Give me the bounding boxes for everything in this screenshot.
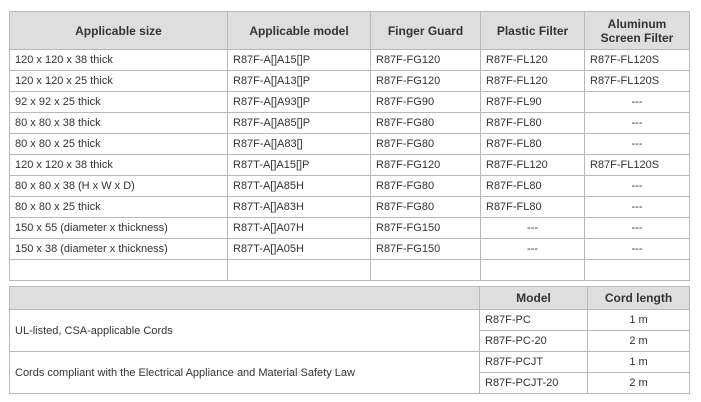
cell-aluminum-filter: R87F-FL120S: [585, 71, 690, 92]
table-row: [10, 218, 690, 239]
header-applicable-size: Applicable size: [10, 12, 228, 50]
cell-finger-guard: R87F-FG120: [371, 71, 481, 92]
cell-model: R87F-A[]A85[]P: [228, 113, 371, 134]
header-finger-guard: Finger Guard: [371, 12, 481, 50]
filter-table-header-row: [10, 12, 690, 50]
table-row: [10, 71, 690, 92]
cell-size: 80 x 80 x 25 thick: [10, 134, 228, 155]
cell-size: 150 x 38 (diameter x thickness): [10, 239, 228, 260]
filter-accessories-table: [9, 11, 690, 281]
cell-finger-guard: R87F-FG120: [371, 155, 481, 176]
cell-size: 80 x 80 x 38 (H x W x D): [10, 176, 228, 197]
cell-size: 120 x 120 x 38 thick: [10, 155, 228, 176]
table-row: [10, 113, 690, 134]
cell-finger-guard: R87F-FG150: [371, 239, 481, 260]
cell-cord-length: 1 m: [588, 352, 690, 373]
table-row: [10, 50, 690, 71]
cell-model: R87T-A[]A05H: [228, 239, 371, 260]
cell-finger-guard: R87F-FG80: [371, 197, 481, 218]
cell-model: R87T-A[]A07H: [228, 218, 371, 239]
cell-cord-length: 1 m: [588, 310, 690, 331]
cell-aluminum-filter: R87F-FL120S: [585, 50, 690, 71]
cell-size: 150 x 55 (diameter x thickness): [10, 218, 228, 239]
cord-category: UL-listed, CSA-applicable Cords: [10, 310, 480, 352]
cell-size: 120 x 120 x 25 thick: [10, 71, 228, 92]
table-row: [10, 134, 690, 155]
cell-finger-guard: R87F-FG150: [371, 218, 481, 239]
cord-category: Cords compliant with the Electrical Appliance and Material Safety Law: [10, 352, 480, 394]
cell-finger-guard: R87F-FG80: [371, 113, 481, 134]
cell-aluminum-filter: ---: [585, 239, 690, 260]
cell-aluminum-filter: ---: [585, 113, 690, 134]
cell-model: R87F-A[]A93[]P: [228, 92, 371, 113]
cell-size: 120 x 120 x 38 thick: [10, 50, 228, 71]
header-model: Model: [480, 287, 588, 310]
cell-cord-model: R87F-PC: [480, 310, 588, 331]
table-row: [10, 197, 690, 218]
header-category: [10, 287, 480, 310]
cell-aluminum-filter: R87F-FL120S: [585, 155, 690, 176]
cell-aluminum-filter: ---: [585, 197, 690, 218]
cord-table: [9, 286, 690, 394]
cord-table-header-row: [10, 287, 690, 310]
cell-finger-guard: R87F-FG90: [371, 92, 481, 113]
header-cord-length: Cord length: [588, 287, 690, 310]
cell-aluminum-filter: ---: [585, 92, 690, 113]
cell-finger-guard: R87F-FG80: [371, 134, 481, 155]
cell-size: 80 x 80 x 38 thick: [10, 113, 228, 134]
cell-cord-model: R87F-PCJT-20: [480, 373, 588, 394]
cell-model: R87T-A[]A15[]P: [228, 155, 371, 176]
cell-model: R87F-A[]A83[]: [228, 134, 371, 155]
cell-finger-guard: R87F-FG120: [371, 50, 481, 71]
cell-aluminum-filter: ---: [585, 134, 690, 155]
cell-size: 92 x 92 x 25 thick: [10, 92, 228, 113]
cell-plastic-filter: R87F-FL120: [481, 71, 585, 92]
cell-finger-guard: R87F-FG80: [371, 176, 481, 197]
cell-plastic-filter: ---: [481, 239, 585, 260]
table-row: [10, 155, 690, 176]
cell-model: R87F-A[]A13[]P: [228, 71, 371, 92]
cell-plastic-filter: ---: [481, 218, 585, 239]
cell-plastic-filter: R87F-FL90: [481, 92, 585, 113]
cell-aluminum-filter: ---: [585, 176, 690, 197]
cell-plastic-filter: R87F-FL80: [481, 134, 585, 155]
cell-plastic-filter: R87F-FL120: [481, 50, 585, 71]
table-row: [10, 310, 690, 331]
cell-cord-length: 2 m: [588, 331, 690, 352]
table-row: [10, 92, 690, 113]
cell-model: R87T-A[]A83H: [228, 197, 371, 218]
cell-model: R87F-A[]A15[]P: [228, 50, 371, 71]
table-row: [10, 352, 690, 373]
table-empty-row: [10, 260, 690, 281]
cell-size: 80 x 80 x 25 thick: [10, 197, 228, 218]
header-aluminum-screen-filter: Aluminum Screen Filter: [585, 12, 690, 50]
cell-cord-length: 2 m: [588, 373, 690, 394]
cell-plastic-filter: R87F-FL80: [481, 176, 585, 197]
cell-plastic-filter: R87F-FL80: [481, 113, 585, 134]
cell-model: R87T-A[]A85H: [228, 176, 371, 197]
cell-aluminum-filter: ---: [585, 218, 690, 239]
table-row: [10, 239, 690, 260]
header-applicable-model: Applicable model: [228, 12, 371, 50]
cell-cord-model: R87F-PCJT: [480, 352, 588, 373]
cell-cord-model: R87F-PC-20: [480, 331, 588, 352]
cell-plastic-filter: R87F-FL120: [481, 155, 585, 176]
table-row: [10, 176, 690, 197]
cell-plastic-filter: R87F-FL80: [481, 197, 585, 218]
header-plastic-filter: Plastic Filter: [481, 12, 585, 50]
